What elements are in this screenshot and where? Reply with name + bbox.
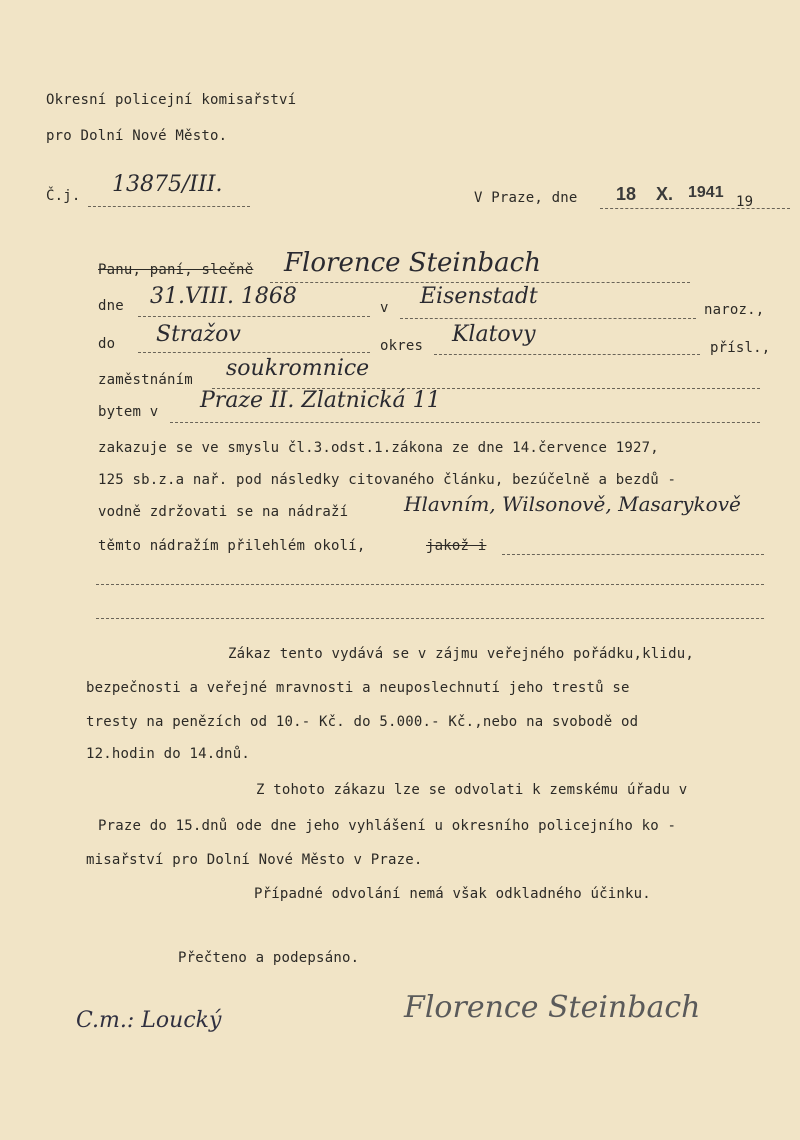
date-underline <box>600 208 790 209</box>
recipient-signature: Florence Steinbach <box>404 990 701 1025</box>
person-name: Florence Steinbach <box>284 248 541 278</box>
read-and-signed: Přečteno a podepsáno. <box>178 950 360 966</box>
official-signature: C.m.: Loucký <box>76 1008 222 1033</box>
residence: Praze II. Zlatnická 11 <box>200 388 441 413</box>
stations: Hlavním, Wilsonově, Masarykově <box>404 492 741 516</box>
para3-line-1: Z tohoto zákazu lze se odvolati k zemskému úřadu v <box>256 782 688 798</box>
birth-place-underline <box>400 318 696 319</box>
born-suffix: naroz., <box>704 302 765 318</box>
reference-label: Č.j. <box>46 188 81 204</box>
name-underline <box>270 282 690 283</box>
district-label: okres <box>380 338 424 354</box>
para2-line-1: Zákaz tento vydává se v zájmu veřejného pořádku,klidu, <box>228 646 694 662</box>
occupation-label: zaměstnáním <box>98 372 193 388</box>
birth-date: 31.VIII. 1868 <box>150 284 297 309</box>
reference-number: 13875/III. <box>112 172 223 197</box>
date-stamp-month: X. <box>656 184 674 204</box>
reference-underline <box>88 206 250 207</box>
body-line-1: zakazuje se ve smyslu čl.3.odst.1.zákona ze dne 14.července 1927, <box>98 440 659 456</box>
body-line-4: těmto nádražím přilehlém okolí, <box>98 538 366 554</box>
para2-line-3: tresty na penězích od 10.- Kč. do 5.000.- Kč.,nebo na svobodě od <box>86 714 639 730</box>
date-stamp-day: 18 <box>616 184 637 204</box>
line-4-underline <box>502 554 764 555</box>
para4: Případné odvolání nemá však odkladného účinku. <box>254 886 651 902</box>
body-line-3: vodně zdržovati se na nádraží <box>98 504 349 520</box>
body-line-2: 125 sb.z.a nař. pod následky citovaného článku, bezúčelně a bezdů - <box>98 472 677 488</box>
belonging-suffix: přísl., <box>710 340 771 356</box>
place-prefix: V Praze, dne <box>474 190 578 206</box>
home-town-underline <box>138 352 370 353</box>
para2-line-4: 12.hodin do 14.dnů. <box>86 746 250 762</box>
body-line-4-struck: jakož i <box>426 538 487 554</box>
born-label: dne <box>98 298 124 314</box>
birth-date-underline <box>138 316 370 317</box>
para2-line-2: bezpečnosti a veřejné mravnosti a neuposlechnutí jeho trestů se <box>86 680 630 696</box>
date-stamp-year: 1941 <box>688 184 724 201</box>
para3-line-3: misařství pro Dolní Nové Město v Praze. <box>86 852 423 868</box>
salutation: Panu, paní, slečně <box>98 262 254 278</box>
occupation: soukromnice <box>226 356 370 381</box>
district-underline <box>434 354 700 355</box>
residence-underline <box>170 422 760 423</box>
office-line-2: pro Dolní Nové Město. <box>46 128 228 144</box>
residence-label: bytem v <box>98 404 159 420</box>
birth-place: Eisenstadt <box>420 284 538 309</box>
blank-line-2 <box>96 618 764 619</box>
place-label: v <box>380 300 389 316</box>
home-label: do <box>98 336 116 352</box>
home-town: Stražov <box>156 322 241 347</box>
year-suffix: 19 <box>736 194 754 210</box>
para3-line-2: Praze do 15.dnů ode dne jeho vyhlášení u okresního policejního ko - <box>98 818 677 834</box>
office-line-1: Okresní policejní komisařství <box>46 92 297 108</box>
blank-line-1 <box>96 584 764 585</box>
district: Klatovy <box>452 322 536 347</box>
